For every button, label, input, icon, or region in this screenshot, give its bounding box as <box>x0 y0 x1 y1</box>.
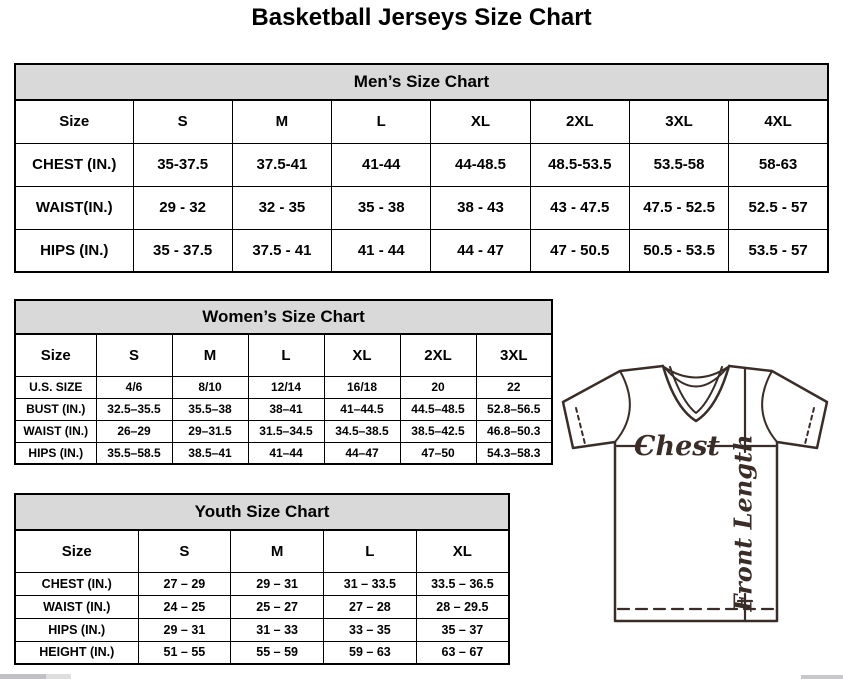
row-label-cell: HIPS (IN.) <box>15 618 138 641</box>
value-cell: 58-63 <box>729 143 828 186</box>
value-cell: 35 – 37 <box>416 618 509 641</box>
page-title: Basketball Jerseys Size Chart <box>251 4 592 31</box>
value-cell: 34.5–38.5 <box>324 420 400 442</box>
value-cell: 41–44 <box>248 442 324 464</box>
table-row <box>15 572 509 595</box>
size-header-cell: Size <box>15 334 96 376</box>
size-column-header: M <box>232 100 331 143</box>
value-cell: 63 – 67 <box>416 641 509 664</box>
row-label-cell: U.S. SIZE <box>15 376 96 398</box>
jersey-measurement-diagram <box>556 358 838 628</box>
scrollbar-fragment-left-light[interactable] <box>46 674 71 679</box>
value-cell: 8/10 <box>172 376 248 398</box>
size-column-header: 4XL <box>729 100 828 143</box>
value-cell: 31 – 33.5 <box>324 572 417 595</box>
value-cell: 38.5–42.5 <box>400 420 476 442</box>
table-title: Women’s Size Chart <box>15 300 552 334</box>
size-column-header: S <box>96 334 172 376</box>
value-cell: 12/14 <box>248 376 324 398</box>
value-cell: 33.5 – 36.5 <box>416 572 509 595</box>
value-cell: 38–41 <box>248 398 324 420</box>
value-cell: 29 – 31 <box>138 618 231 641</box>
jersey-outline <box>563 366 827 621</box>
value-cell: 38 - 43 <box>431 186 530 229</box>
value-cell: 26–29 <box>96 420 172 442</box>
jersey-cuff-dash-right <box>805 408 814 444</box>
scrollbar-fragment-right[interactable] <box>801 675 843 679</box>
value-cell: 54.3–58.3 <box>476 442 552 464</box>
value-cell: 35.5–58.5 <box>96 442 172 464</box>
value-cell: 35 - 38 <box>332 186 431 229</box>
size-header-cell: Size <box>15 100 133 143</box>
value-cell: 43 - 47.5 <box>530 186 629 229</box>
value-cell: 25 – 27 <box>231 595 324 618</box>
size-column-header: M <box>172 334 248 376</box>
size-column-header: 3XL <box>476 334 552 376</box>
size-header-cell: Size <box>15 530 138 572</box>
value-cell: 47.5 - 52.5 <box>629 186 728 229</box>
size-column-header: 3XL <box>629 100 728 143</box>
value-cell: 41 - 44 <box>332 229 431 272</box>
row-label-cell: WAIST (IN.) <box>15 420 96 442</box>
row-label-cell: WAIST (IN.) <box>15 595 138 618</box>
value-cell: 29–31.5 <box>172 420 248 442</box>
value-cell: 53.5 - 57 <box>729 229 828 272</box>
row-label-cell: BUST (IN.) <box>15 398 96 420</box>
size-column-header: XL <box>324 334 400 376</box>
size-column-header: S <box>138 530 231 572</box>
value-cell: 41–44.5 <box>324 398 400 420</box>
value-cell: 16/18 <box>324 376 400 398</box>
value-cell: 59 – 63 <box>324 641 417 664</box>
value-cell: 47 - 50.5 <box>530 229 629 272</box>
value-cell: 47–50 <box>400 442 476 464</box>
row-label-cell: HIPS (IN.) <box>15 442 96 464</box>
value-cell: 51 – 55 <box>138 641 231 664</box>
jersey-cuff-dash-left <box>576 408 585 444</box>
value-cell: 53.5-58 <box>629 143 728 186</box>
value-cell: 24 – 25 <box>138 595 231 618</box>
value-cell: 31 – 33 <box>231 618 324 641</box>
row-label-cell: CHEST (IN.) <box>15 572 138 595</box>
size-column-header: L <box>332 100 431 143</box>
table-row <box>15 641 509 664</box>
size-column-header: XL <box>416 530 509 572</box>
value-cell: 44 - 47 <box>431 229 530 272</box>
womens-size-chart-table <box>14 299 553 465</box>
front-length-label: Front Length <box>728 434 758 612</box>
value-cell: 38.5–41 <box>172 442 248 464</box>
value-cell: 4/6 <box>96 376 172 398</box>
scrollbar-fragment-left[interactable] <box>0 674 46 679</box>
value-cell: 37.5-41 <box>232 143 331 186</box>
size-column-header: S <box>133 100 232 143</box>
jersey-armhole-right <box>762 371 777 442</box>
size-column-header: 2XL <box>400 334 476 376</box>
table-row <box>15 618 509 641</box>
value-cell: 20 <box>400 376 476 398</box>
value-cell: 31.5–34.5 <box>248 420 324 442</box>
value-cell: 44–47 <box>324 442 400 464</box>
size-column-header: 2XL <box>530 100 629 143</box>
value-cell: 35.5–38 <box>172 398 248 420</box>
value-cell: 44-48.5 <box>431 143 530 186</box>
youth-size-chart-table <box>14 493 510 665</box>
table-row <box>15 376 552 398</box>
value-cell: 52.5 - 57 <box>729 186 828 229</box>
value-cell: 50.5 - 53.5 <box>629 229 728 272</box>
value-cell: 48.5-53.5 <box>530 143 629 186</box>
table-row <box>15 420 552 442</box>
value-cell: 32 - 35 <box>232 186 331 229</box>
table-row <box>15 398 552 420</box>
value-cell: 35-37.5 <box>133 143 232 186</box>
chest-label: Chest <box>634 431 720 462</box>
table-row <box>15 143 828 186</box>
row-label-cell: HIPS (IN.) <box>15 229 133 272</box>
table-title: Men’s Size Chart <box>15 64 828 100</box>
value-cell: 32.5–35.5 <box>96 398 172 420</box>
value-cell: 29 - 32 <box>133 186 232 229</box>
table-row <box>15 442 552 464</box>
value-cell: 35 - 37.5 <box>133 229 232 272</box>
table-row <box>15 186 828 229</box>
value-cell: 41-44 <box>332 143 431 186</box>
table-row <box>15 229 828 272</box>
value-cell: 44.5–48.5 <box>400 398 476 420</box>
jersey-armhole-left <box>615 371 630 442</box>
value-cell: 37.5 - 41 <box>232 229 331 272</box>
size-column-header: XL <box>431 100 530 143</box>
value-cell: 27 – 29 <box>138 572 231 595</box>
row-label-cell: HEIGHT (IN.) <box>15 641 138 664</box>
table-row <box>15 595 509 618</box>
value-cell: 29 – 31 <box>231 572 324 595</box>
row-label-cell: WAIST(IN.) <box>15 186 133 229</box>
value-cell: 22 <box>476 376 552 398</box>
size-column-header: L <box>324 530 417 572</box>
value-cell: 52.8–56.5 <box>476 398 552 420</box>
value-cell: 33 – 35 <box>324 618 417 641</box>
mens-size-chart-table <box>14 63 829 273</box>
table-title: Youth Size Chart <box>15 494 509 530</box>
size-column-header: M <box>231 530 324 572</box>
row-label-cell: CHEST (IN.) <box>15 143 133 186</box>
value-cell: 55 – 59 <box>231 641 324 664</box>
size-column-header: L <box>248 334 324 376</box>
value-cell: 27 – 28 <box>324 595 417 618</box>
value-cell: 28 – 29.5 <box>416 595 509 618</box>
value-cell: 46.8–50.3 <box>476 420 552 442</box>
